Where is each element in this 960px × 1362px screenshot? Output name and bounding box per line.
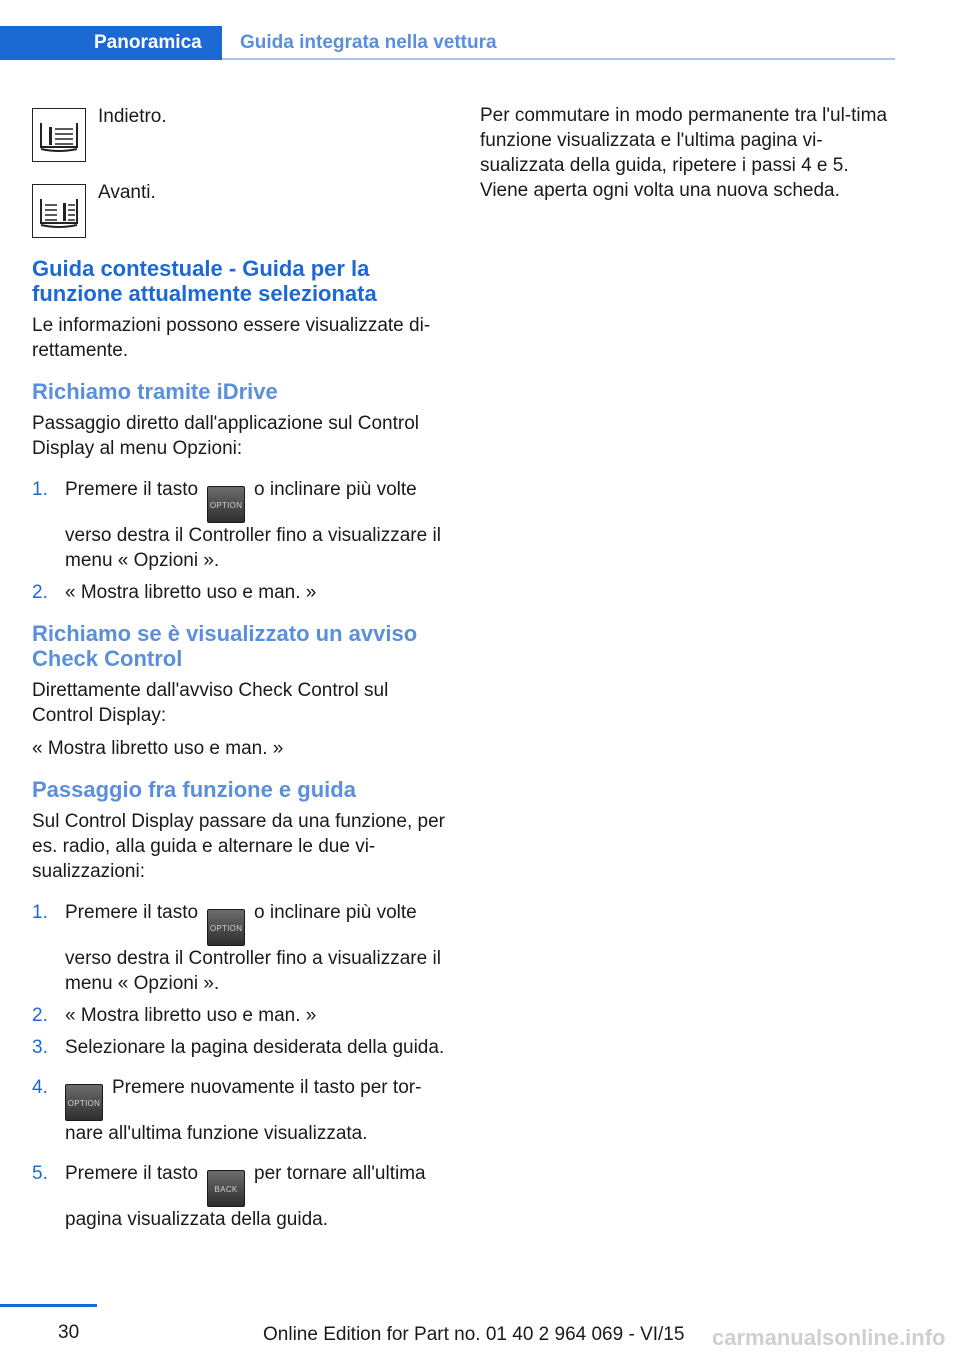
section-title: Passaggio fra funzione e guida xyxy=(32,777,356,802)
page-number: 30 xyxy=(58,1322,80,1343)
header-divider xyxy=(222,58,895,60)
list-item xyxy=(32,1003,452,1028)
steps-list xyxy=(32,892,452,1232)
page-header xyxy=(0,26,895,62)
section-body: « Mostra libretto uso e man. » xyxy=(32,738,284,759)
section-context-help xyxy=(32,256,452,363)
header-active-tab[interactable]: Panoramica xyxy=(94,32,202,53)
list-item xyxy=(32,1035,452,1060)
section-body: Sul Control Display passare da una funzione, per es. radio, alla guida e alternare le due vi-sualizzazioni: xyxy=(32,811,445,882)
section-body: Direttamente dall'avviso Check Control sul Control Display: xyxy=(32,680,389,726)
step-number: 1. xyxy=(32,902,48,923)
step-text: « Mostra libretto uso e man. » xyxy=(65,1005,317,1026)
step-text: « Mostra libretto uso e man. » xyxy=(65,582,317,603)
header-inactive-tab[interactable]: Guida integrata nella vettura xyxy=(240,32,497,53)
step-text: Premere il tasto xyxy=(65,1163,199,1184)
watermark-logo: carmanualsonline.info xyxy=(712,1325,946,1350)
step-number: 5. xyxy=(32,1163,48,1184)
list-item xyxy=(32,892,452,996)
left-column xyxy=(32,103,452,1239)
nav-forward-label: Avanti. xyxy=(98,182,156,203)
back-button-icon: BACK xyxy=(207,1170,245,1207)
step-text: Premere nuovamente il tasto per tor-nare all'ultima funzione visualizzata. xyxy=(65,1077,422,1144)
option-button-icon: OPTION xyxy=(65,1084,103,1121)
list-item xyxy=(32,1067,452,1146)
step-text: Premere il tasto xyxy=(65,479,199,500)
section-check-control xyxy=(32,621,452,761)
step-number: 3. xyxy=(32,1037,48,1058)
list-item xyxy=(32,469,452,573)
steps-list xyxy=(32,469,452,605)
footer-accent-line xyxy=(0,1304,97,1307)
step-number: 2. xyxy=(32,1005,48,1026)
option-button-icon: OPTION xyxy=(207,909,245,946)
step-text: o inclinare più volte verso destra il Controller fino a visualizzare il menu « Opzioni ». xyxy=(65,902,441,994)
right-column-text: Per commutare in modo permanente tra l'ul-tima funzione visualizzata e l'ultima pagina vi-sualizzata della guida, ripetere i passi 4 e 5. Viene aperta ogni volta una nuova scheda. xyxy=(480,105,888,201)
step-number: 4. xyxy=(32,1077,48,1098)
section-body: Passaggio diretto dall'applicazione sul Control Display al menu Opzioni: xyxy=(32,413,420,459)
right-column xyxy=(480,103,900,211)
step-number: 2. xyxy=(32,582,48,603)
list-item xyxy=(32,1153,452,1232)
step-number: 1. xyxy=(32,479,48,500)
online-edition-text: Online Edition for Part no. 01 40 2 964 069 - VI/15 xyxy=(263,1324,685,1345)
option-button-icon: OPTION xyxy=(207,486,245,523)
section-switch xyxy=(32,777,452,1232)
section-body: Le informazioni possono essere visualizzate di-rettamente. xyxy=(32,315,431,361)
section-title: Guida contestuale - Guida per la funzione attualmente selezionata xyxy=(32,256,377,306)
section-title: Richiamo se è visualizzato un avviso Check Control xyxy=(32,621,418,671)
nav-back-row xyxy=(32,103,452,179)
section-title: Richiamo tramite iDrive xyxy=(32,379,278,404)
nav-back-label: Indietro. xyxy=(98,106,167,127)
book-back-icon xyxy=(32,108,86,162)
step-text: Selezionare la pagina desiderata della guida. xyxy=(65,1037,445,1058)
step-text: o inclinare più volte verso destra il Controller fino a visualizzare il menu « Opzioni ». xyxy=(65,479,441,571)
book-forward-icon xyxy=(32,184,86,238)
step-text: Premere il tasto xyxy=(65,902,199,923)
section-idrive xyxy=(32,379,452,605)
nav-forward-row xyxy=(32,179,452,255)
list-item xyxy=(32,580,452,605)
step-text: per tornare all'ultima pagina visualizzata della guida. xyxy=(65,1163,426,1230)
